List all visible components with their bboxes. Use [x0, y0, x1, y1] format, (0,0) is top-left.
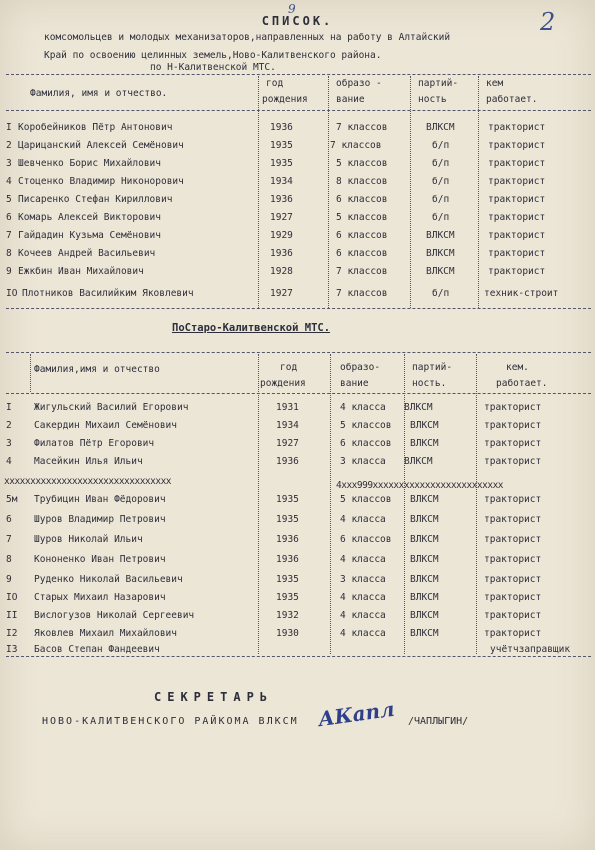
table-row: 9 Руденко Николай Васильевич 1935 3 класса ВЛКСМ тракторист	[6, 574, 542, 585]
table1-header-edu-1: образо -	[336, 78, 382, 89]
table-row: 2 Царицанский Алексей Семёнович 1935 7 классов б/п тракторист	[6, 140, 546, 151]
table2-header-rule	[6, 393, 591, 394]
table-row: 8 Кочеев Андрей Васильевич 1936 6 классов ВЛКСМ тракторист	[6, 248, 546, 259]
table-row: 5 Писаренко Стефан Кириллович 1936 6 классов б/п тракторист	[6, 194, 546, 205]
page-number: 2	[540, 8, 556, 36]
table1-header-party-1: партий-	[418, 78, 459, 89]
table1-bottom-rule	[6, 308, 591, 309]
table2-header-year-1: год	[280, 362, 298, 373]
subtitle-line-3: по Н-Калитвенской МТС.	[150, 62, 276, 73]
table-row: 5м Трубицин Иван Фёдорович 1935 5 классов ВЛКСМ тракторист	[6, 494, 542, 505]
table-row: I Жигульский Василий Егорович 1931 4 класса ВЛКСМ тракторист	[6, 402, 542, 413]
subtitle-line-2: Край по освоению целинных земель,Ново-Калитвенского района.	[44, 50, 382, 61]
table-row: 8 Кононенко Иван Петрович 1936 4 класса ВЛКСМ тракторист	[6, 554, 542, 565]
subtitle-line-1: комсомольцев и молодых механизаторов,направленных на работу в Алтайский	[44, 32, 451, 43]
struck-out-line-left: xxxxxxxxxxxxxxxxxxxxxxxxxxxxxxxx	[4, 476, 172, 487]
table1-header-name: Фамилия, имя и отчество.	[30, 88, 168, 99]
table2-header-edu-1: образо-	[340, 362, 381, 373]
table2-header-work-1: кем.	[506, 362, 529, 373]
table-row: 7 Гайдадин Кузьма Семёнович 1929 6 классов ВЛКСМ тракторист	[6, 230, 546, 241]
table-row: 6 Комарь Алексей Викторович 1927 5 классов б/п тракторист	[6, 212, 546, 223]
table-row: II Вислогузов Николай Сергеевич 1932 4 класса ВЛКСМ тракторист	[6, 610, 542, 621]
table1-header-party-2: ность	[418, 94, 447, 105]
table-row: I3 Басов Степан Фандеевич учётчзаправщик	[6, 644, 571, 655]
table1-header-year-2: рождения	[262, 94, 308, 105]
signer-name: /ЧАПЛЫГИН/	[408, 716, 469, 727]
table1-header-rule	[6, 110, 591, 111]
table1-header-work-2: работает.	[486, 94, 538, 105]
table1-header-work-1: кем	[486, 78, 504, 89]
table1-top-rule	[6, 74, 591, 75]
table-row: IO Плотников Василийким Яковлевич 1927 7 классов б/п техник-строит	[6, 288, 559, 299]
top-mark: 9	[288, 2, 296, 16]
table2-header-year-2: рождения	[260, 378, 306, 389]
signature: АКапл	[316, 696, 396, 732]
secretary-heading: СЕКРЕТАРЬ	[154, 690, 274, 704]
table2-header-party-2: ность.	[412, 378, 447, 389]
document-title: СПИСОК.	[261, 14, 334, 28]
table-row: I Коробейников Пётр Антонович 1936 7 классов ВЛКСМ тракторист	[6, 122, 546, 133]
table2-header-name: Фамилия,имя и отчество	[34, 364, 160, 375]
table2-top-rule	[6, 352, 591, 353]
table-row: I2 Яковлев Михаил Михайлович 1930 4 класса ВЛКСМ тракторист	[6, 628, 542, 639]
table2-bottom-rule	[6, 656, 591, 657]
table-row: IO Старых Михаил Назарович 1935 4 класса ВЛКСМ тракторист	[6, 592, 542, 603]
table1-header-year-1: год	[266, 78, 284, 89]
table1-header-edu-2: вание	[336, 94, 365, 105]
table2-header-party-1: партий-	[412, 362, 453, 373]
table-row: 2 Сакердин Михаил Семёнович 1934 5 классов ВЛКСМ тракторист	[6, 420, 542, 431]
table2-header-work-2: работает.	[496, 378, 548, 389]
table2-col-divider-0	[30, 354, 31, 392]
organization-line: НОВО-КАЛИТВЕНСКОГО РАЙКОМА ВЛКСМ	[42, 716, 299, 727]
section2-title: ПоСтаро-Калитвенской МТС.	[172, 322, 331, 334]
table-row: 7 Шуров Николай Ильич 1936 6 классов ВЛКСМ тракторист	[6, 534, 542, 545]
struck-out-line-right: 4xxx999xxxxxxxxxxxxxxxxxxxxxxxxx	[336, 480, 504, 491]
table-row: 3 Филатов Пётр Егорович 1927 6 классов ВЛКСМ тракторист	[6, 438, 542, 449]
table-row: 3 Шевченко Борис Михайлович 1935 5 классов б/п тракторист	[6, 158, 546, 169]
table-row: 6 Шуров Владимир Петрович 1935 4 класса ВЛКСМ тракторист	[6, 514, 542, 525]
table-row: 9 Ежкбин Иван Михайлович 1928 7 классов ВЛКСМ тракторист	[6, 266, 546, 277]
table2-header-edu-2: вание	[340, 378, 369, 389]
table-row: 4 Стоценко Владимир Никонорович 1934 8 классов б/п тракторист	[6, 176, 546, 187]
table-row: 4 Масейкин Илья Ильич 1936 3 класса ВЛКСМ тракторист	[6, 456, 542, 467]
